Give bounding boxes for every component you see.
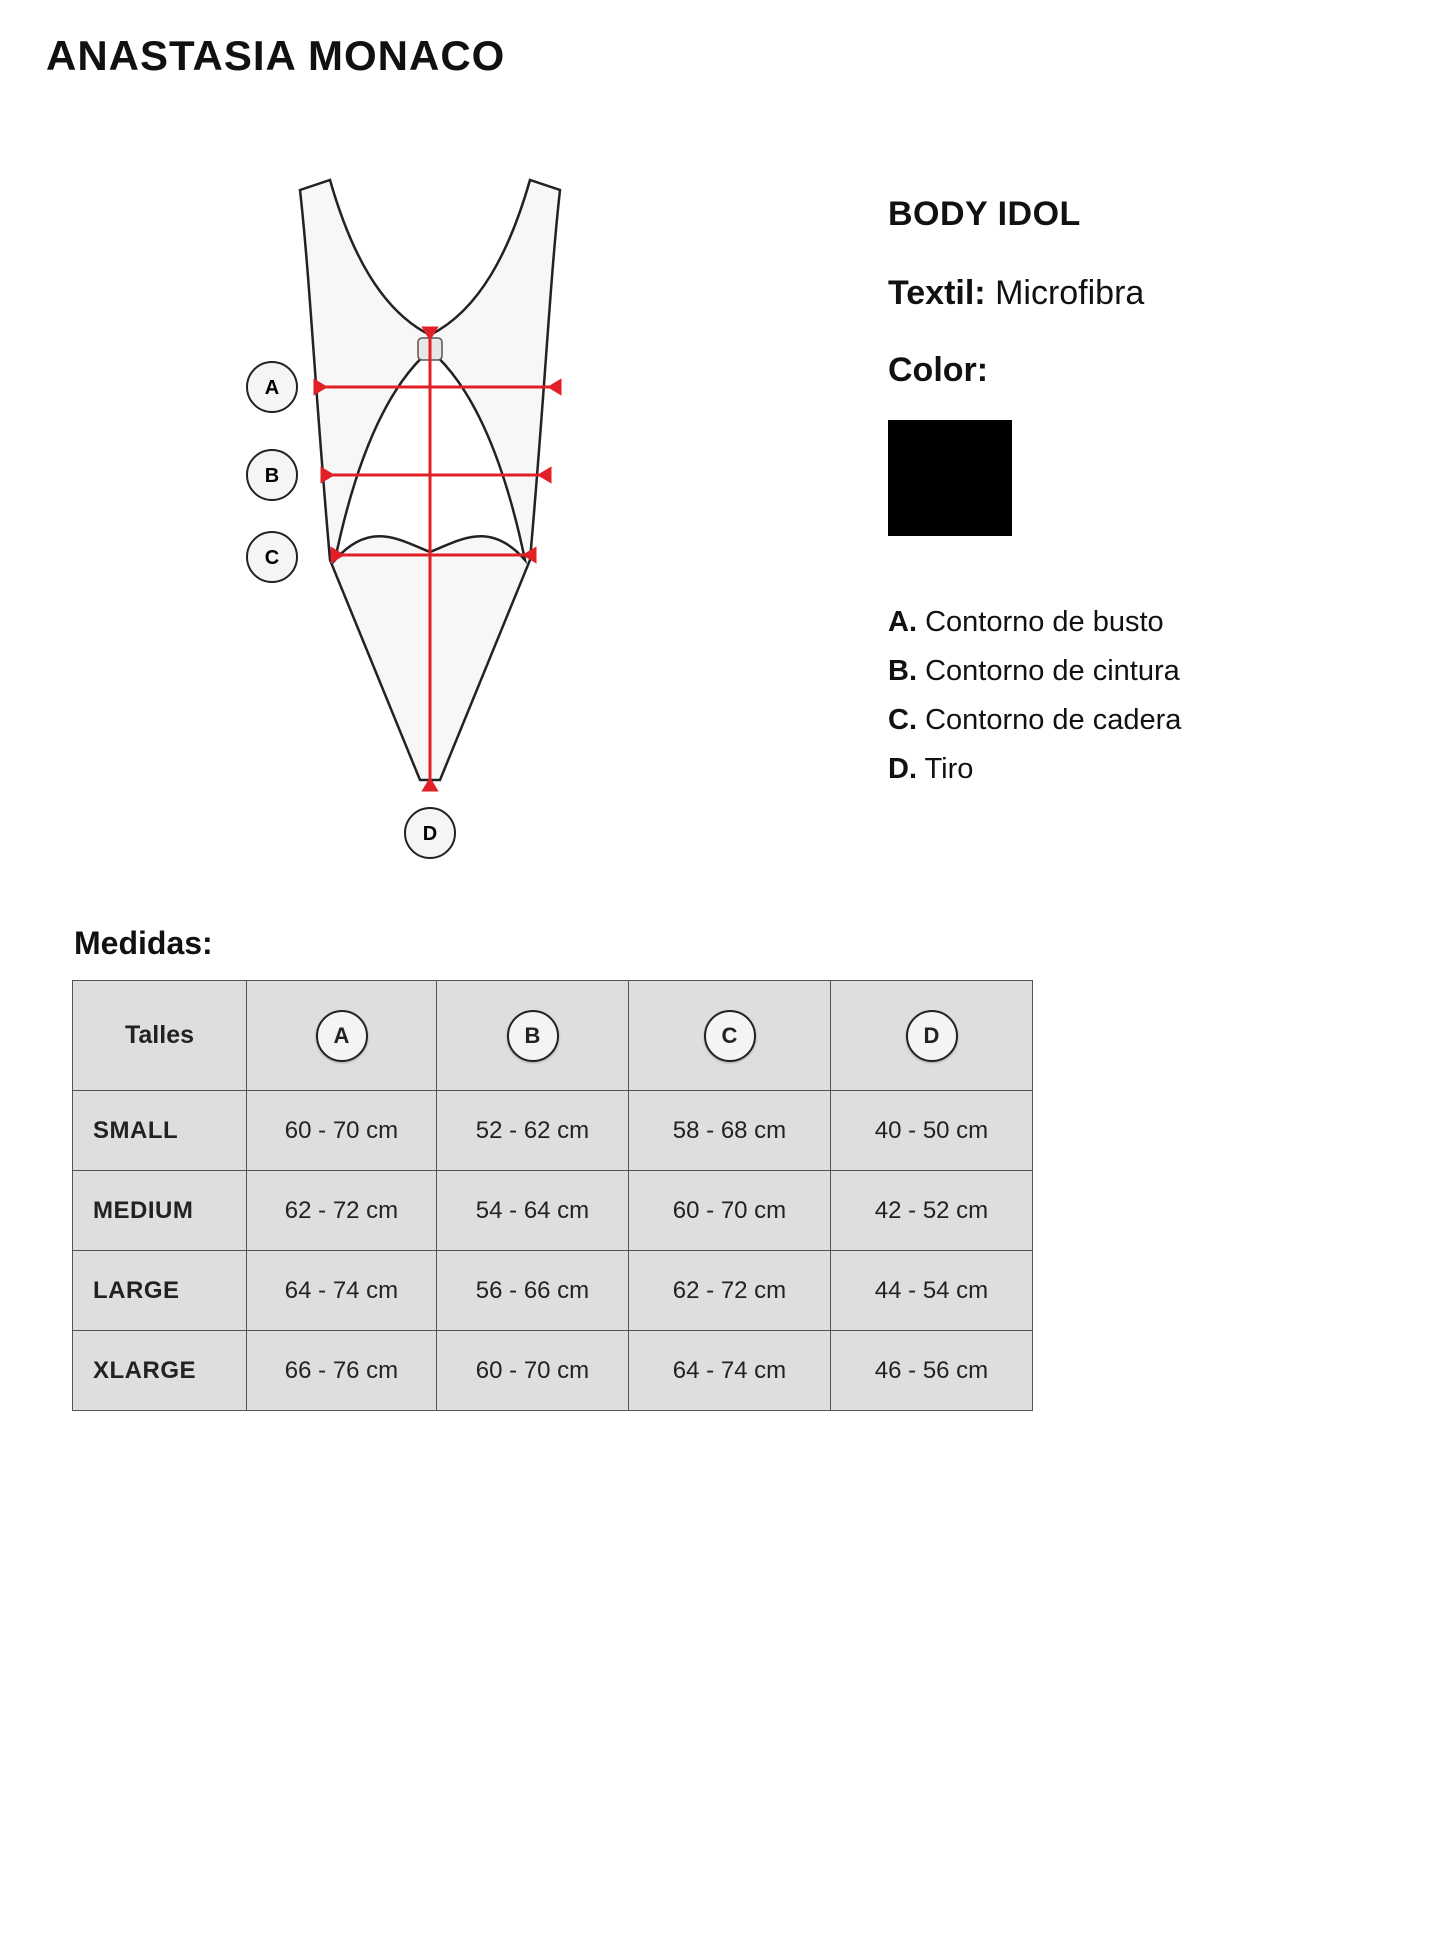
product-name: BODY IDOL bbox=[888, 195, 1081, 233]
header-a bbox=[247, 981, 437, 1091]
legend-letter: C. bbox=[888, 704, 917, 736]
legend-text: Contorno de busto bbox=[925, 606, 1164, 638]
color-label: Color: bbox=[888, 351, 989, 389]
measure-legend bbox=[888, 598, 1388, 794]
garment-diagram bbox=[230, 160, 630, 880]
table-cell: 56 - 66 cm bbox=[437, 1251, 629, 1331]
legend-text: Tiro bbox=[924, 753, 974, 785]
header-circle-d: D bbox=[906, 1010, 958, 1062]
diagram-label-a bbox=[247, 362, 297, 412]
legend-letter: D. bbox=[888, 753, 917, 785]
legend-item bbox=[888, 745, 1388, 794]
table-cell: 66 - 76 cm bbox=[247, 1331, 437, 1411]
product-info bbox=[888, 195, 1388, 794]
table-cell: 58 - 68 cm bbox=[629, 1091, 831, 1171]
table-row bbox=[73, 1251, 1033, 1331]
table-cell: 54 - 64 cm bbox=[437, 1171, 629, 1251]
textil-line bbox=[888, 274, 1388, 313]
table-cell: 64 - 74 cm bbox=[629, 1331, 831, 1411]
table-row bbox=[73, 1171, 1033, 1251]
header-circle-a: A bbox=[316, 1010, 368, 1062]
diagram-label-d bbox=[405, 808, 455, 858]
size-name: XLARGE bbox=[73, 1331, 247, 1411]
table-cell: 42 - 52 cm bbox=[831, 1171, 1033, 1251]
medidas-title: Medidas: bbox=[74, 925, 213, 961]
svg-text:A: A bbox=[264, 377, 280, 399]
table-cell: 46 - 56 cm bbox=[831, 1331, 1033, 1411]
header-circle-b: B bbox=[507, 1010, 559, 1062]
diagram-label-b bbox=[247, 450, 297, 500]
legend-letter: B. bbox=[888, 655, 917, 687]
header-talles: Talles bbox=[73, 981, 247, 1091]
legend-item bbox=[888, 696, 1388, 745]
color-swatch-black bbox=[888, 420, 1012, 536]
legend-item bbox=[888, 598, 1388, 647]
table-cell: 60 - 70 cm bbox=[629, 1171, 831, 1251]
table-row bbox=[73, 1091, 1033, 1171]
table-cell: 60 - 70 cm bbox=[437, 1331, 629, 1411]
table-cell: 40 - 50 cm bbox=[831, 1091, 1033, 1171]
header-d bbox=[831, 981, 1033, 1091]
legend-letter: A. bbox=[888, 606, 917, 638]
table-cell: 62 - 72 cm bbox=[247, 1171, 437, 1251]
diagram-label-c bbox=[247, 532, 297, 582]
size-table bbox=[72, 980, 1033, 1411]
size-name: SMALL bbox=[73, 1091, 247, 1171]
textil-label: Textil: bbox=[888, 274, 986, 312]
legend-item bbox=[888, 647, 1388, 696]
svg-text:B: B bbox=[264, 465, 280, 487]
svg-text:C: C bbox=[264, 547, 280, 569]
table-cell: 44 - 54 cm bbox=[831, 1251, 1033, 1331]
table-cell: 60 - 70 cm bbox=[247, 1091, 437, 1171]
legend-text: Contorno de cadera bbox=[925, 704, 1182, 736]
brand-logo: ANASTASIA MONACO bbox=[46, 32, 506, 79]
svg-text:D: D bbox=[422, 823, 438, 845]
table-cell: 62 - 72 cm bbox=[629, 1251, 831, 1331]
table-cell: 52 - 62 cm bbox=[437, 1091, 629, 1171]
size-name: LARGE bbox=[73, 1251, 247, 1331]
header-c bbox=[629, 981, 831, 1091]
table-header-row bbox=[73, 981, 1033, 1091]
header-b bbox=[437, 981, 629, 1091]
size-name: MEDIUM bbox=[73, 1171, 247, 1251]
textil-value: Microfibra bbox=[995, 274, 1145, 312]
legend-text: Contorno de cintura bbox=[925, 655, 1180, 687]
header-circle-c: C bbox=[704, 1010, 756, 1062]
table-row bbox=[73, 1331, 1033, 1411]
table-cell: 64 - 74 cm bbox=[247, 1251, 437, 1331]
